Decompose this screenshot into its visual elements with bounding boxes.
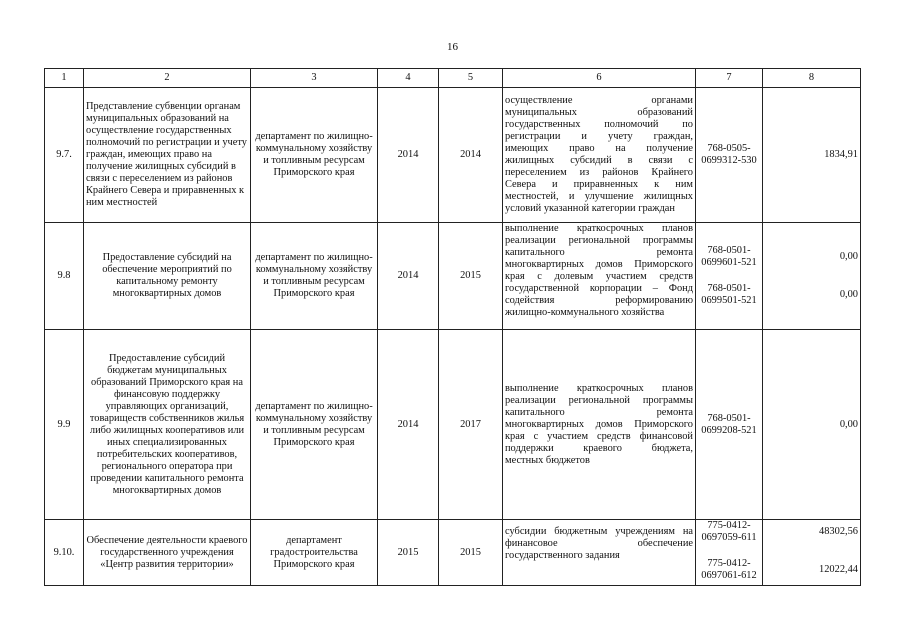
budget-code: 768-0501-0699601-521: [701, 245, 757, 268]
end-year: 2017: [439, 330, 503, 520]
amount: 0,00: [763, 330, 861, 520]
executor: департамент по жилищно-коммунальному хозяйству и топливным ресурсам Приморского края: [251, 88, 378, 223]
start-year: 2015: [378, 520, 439, 586]
expected-result: выполнение краткосрочных планов реализации региональной программы капитального ремонта многоквартирных домов Приморского края с долевым участием средств государственной корпорации – Фонд содействия реформированию жилищно-коммунального хозяйства: [503, 223, 696, 330]
table-row: [45, 223, 861, 330]
row-number: 9.10.: [45, 520, 84, 586]
amounts: [763, 520, 861, 586]
executor: департамент по жилищно-коммунальному хозяйству и топливным ресурсам Приморского края: [251, 330, 378, 520]
activity-name: Обеспечение деятельности краевого государственного учреждения «Центр развития территории»: [84, 520, 251, 586]
expected-result: осуществление органами муниципальных образований государственных полномочий по регистрации и учету граждан, имеющих право на получение жилищных субсидий в связи с переселением из районов Крайнего Севера и приравненных к ним местностей, и улучшение жилищных условий указанной категории граждан: [503, 88, 696, 223]
budget-codes: [696, 520, 763, 586]
expected-result: субсидии бюджетным учреждениям на финансовое обеспечение государственного задания: [503, 520, 696, 586]
activity-name: Представление субвенции органам муниципальных образований на осуществление государственных полномочий по регистрации и учету граждан, имеющих право на получение жилищных субсидий в связи с переселением из районов Крайнего Севера и приравненных к ним местностей: [84, 88, 251, 223]
start-year: 2014: [378, 330, 439, 520]
end-year: 2014: [439, 88, 503, 223]
executor: департамент градостроительства Приморского края: [251, 520, 378, 586]
start-year: 2014: [378, 88, 439, 223]
start-year: 2014: [378, 223, 439, 330]
page-number: 16: [447, 41, 458, 53]
amount: 12022,44: [819, 564, 858, 575]
end-year: 2015: [439, 223, 503, 330]
table-row: [45, 330, 861, 520]
header-cell: 5: [439, 69, 503, 88]
amount: 0,00: [839, 289, 858, 300]
table-row: [45, 520, 861, 586]
program-table: [44, 68, 861, 586]
amounts: [763, 223, 861, 330]
amount: 0,00: [839, 251, 858, 262]
header-cell: 4: [378, 69, 439, 88]
budget-code: 768-0501-0699208-521: [696, 330, 763, 520]
table-row: [45, 88, 861, 223]
header-cell: 8: [763, 69, 861, 88]
row-number: 9.9: [45, 330, 84, 520]
row-number: 9.8: [45, 223, 84, 330]
amount: 1834,91: [763, 88, 861, 223]
amount: 48302,56: [819, 526, 858, 537]
executor: департамент по жилищно-коммунальному хозяйству и топливным ресурсам Приморского края: [251, 223, 378, 330]
activity-name: Предоставление субсидий бюджетам муниципальных образований Приморского края на финансовую поддержку управляющих организаций, товариществ собственников жилья либо жилищных кооперативов или иных специализированных потребительских кооперативов, регионального оператора при проведении капитального ремонта многоквартирных домов: [84, 330, 251, 520]
expected-result: выполнение краткосрочных планов реализации региональной программы капитального ремонта многоквартирных домов Приморского края с участием средств финансовой поддержки краевого бюджета, местных бюджетов: [503, 330, 696, 520]
header-cell: 2: [84, 69, 251, 88]
header-cell: 1: [45, 69, 84, 88]
header-cell: 6: [503, 69, 696, 88]
budget-code: 775-0412-0697059-611: [701, 520, 757, 543]
header-cell: 3: [251, 69, 378, 88]
end-year: 2015: [439, 520, 503, 586]
row-number: 9.7.: [45, 88, 84, 223]
budget-code: 768-0501-0699501-521: [701, 283, 757, 306]
header-row: [45, 69, 861, 88]
header-cell: 7: [696, 69, 763, 88]
budget-code: 768-0505-0699312-530: [696, 88, 763, 223]
activity-name: Предоставление субсидий на обеспечение мероприятий по капитальному ремонту многоквартирных домов: [84, 223, 251, 330]
budget-codes: [696, 223, 763, 330]
budget-code: 775-0412-0697061-612: [701, 558, 757, 581]
